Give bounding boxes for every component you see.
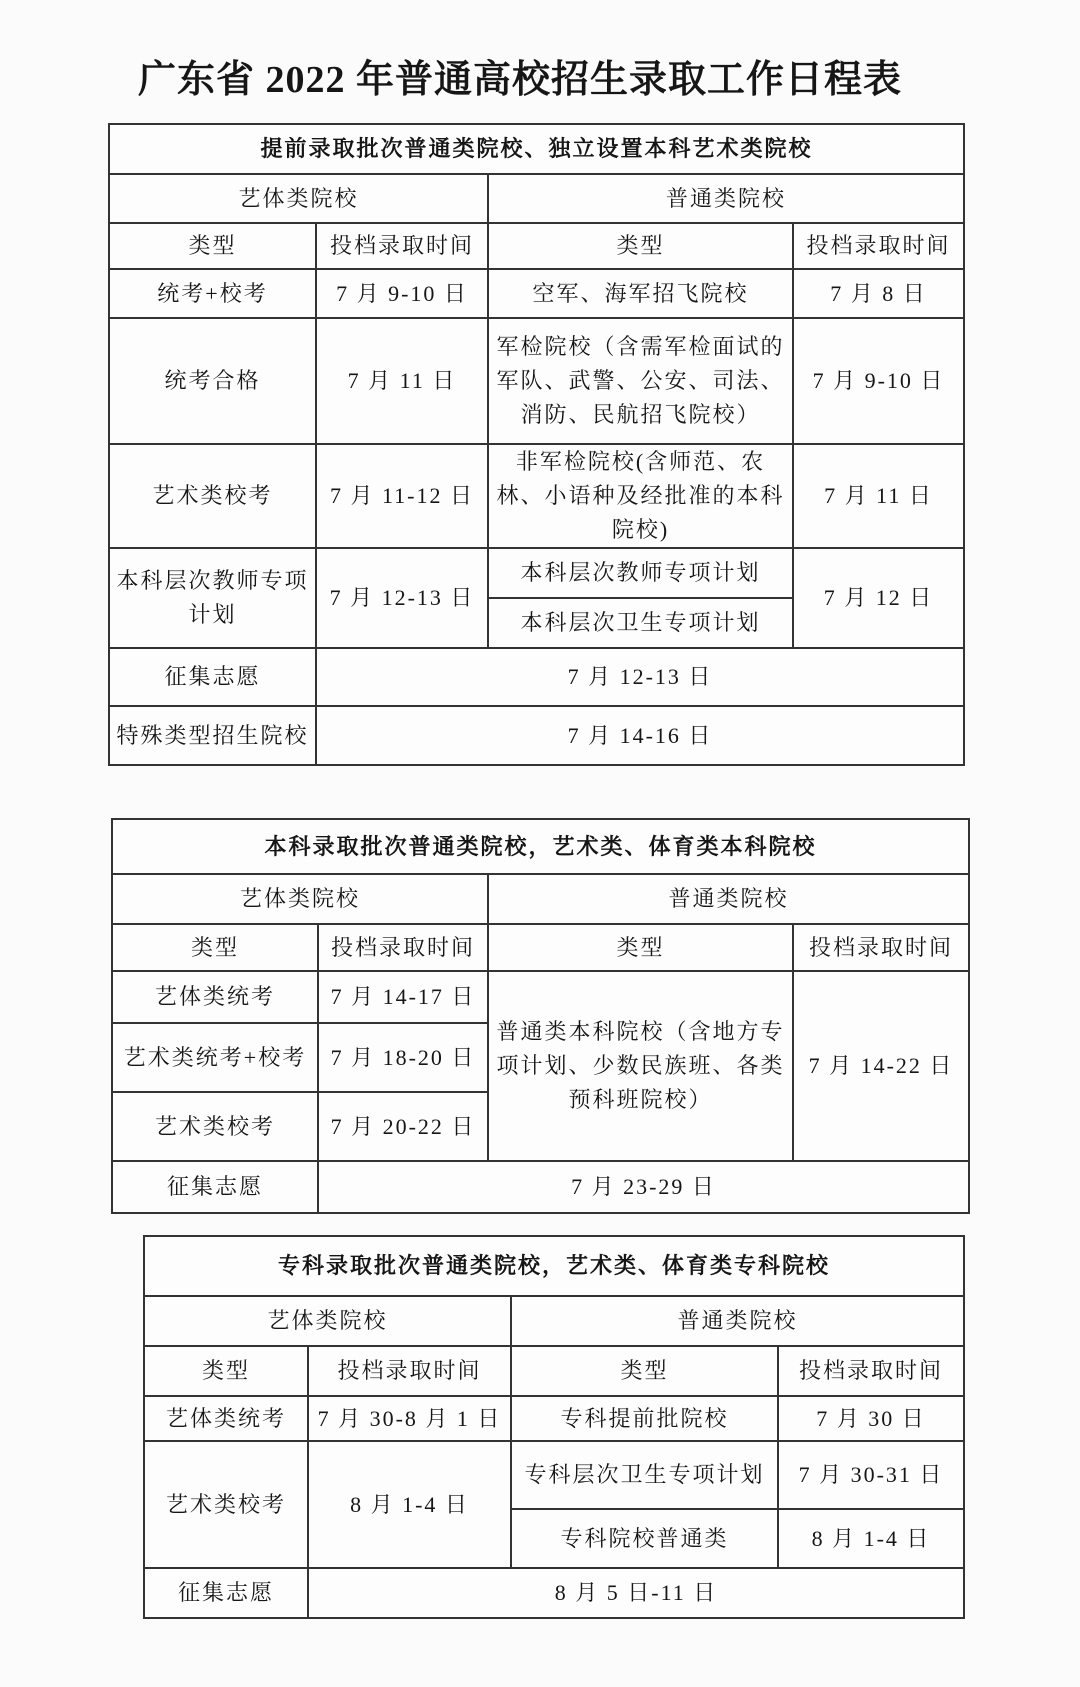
t3-header-general-group: 普通类院校 bbox=[511, 1296, 964, 1346]
t3-r2-art-time: 8 月 1-4 日 bbox=[308, 1441, 511, 1568]
t3-col-type-general: 类型 bbox=[511, 1346, 778, 1396]
t2-header-general-group: 普通类院校 bbox=[488, 874, 969, 924]
t1-r2-general-type: 军检院校（含需军检面试的军队、武警、公安、司法、消防、民航招飞院校） bbox=[488, 318, 793, 444]
t2-r3-art-type: 艺术类校考 bbox=[112, 1092, 318, 1161]
t1-header-art-group: 艺体类院校 bbox=[109, 174, 488, 223]
t2-r4-collect-label: 征集志愿 bbox=[112, 1161, 318, 1213]
t3-r2-health-plan: 专科层次卫生专项计划 bbox=[511, 1441, 778, 1509]
t3-r2-art-type: 艺术类校考 bbox=[144, 1441, 308, 1568]
t3-col-type-art: 类型 bbox=[144, 1346, 308, 1396]
t2-r1-art-time: 7 月 14-17 日 bbox=[318, 971, 488, 1023]
t1-r5-collect-time: 7 月 12-13 日 bbox=[316, 648, 964, 706]
t2-col-type-art: 类型 bbox=[112, 924, 318, 971]
t2-general-type: 普通类本科院校（含地方专项计划、少数民族班、各类预科班院校） bbox=[488, 971, 793, 1161]
early-admission-table bbox=[108, 123, 965, 766]
t1-r2-general-time: 7 月 9-10 日 bbox=[793, 318, 964, 444]
t2-col-type-general: 类型 bbox=[488, 924, 793, 971]
table3-title: 专科录取批次普通类院校，艺术类、体育类专科院校 bbox=[144, 1236, 964, 1296]
t1-r2-art-time: 7 月 11 日 bbox=[316, 318, 488, 444]
t1-r2-art-type: 统考合格 bbox=[109, 318, 316, 444]
t1-header-general-group: 普通类院校 bbox=[488, 174, 964, 223]
t2-r2-art-type: 艺术类统考+校考 bbox=[112, 1023, 318, 1092]
t1-col-time-art: 投档录取时间 bbox=[316, 223, 488, 269]
t2-r2-art-time: 7 月 18-20 日 bbox=[318, 1023, 488, 1092]
t1-r4-art-time: 7 月 12-13 日 bbox=[316, 548, 488, 648]
t1-r3-general-time: 7 月 11 日 bbox=[793, 444, 964, 548]
t1-r6-special-time: 7 月 14-16 日 bbox=[316, 706, 964, 765]
t1-r1-art-type: 统考+校考 bbox=[109, 269, 316, 318]
t2-r1-art-type: 艺体类统考 bbox=[112, 971, 318, 1023]
t2-general-time: 7 月 14-22 日 bbox=[793, 971, 969, 1161]
t1-r4-health-plan: 本科层次卫生专项计划 bbox=[488, 598, 793, 648]
page-title: 广东省 2022 年普通高校招生录取工作日程表 bbox=[137, 59, 902, 101]
table1-title: 提前录取批次普通类院校、独立设置本科艺术类院校 bbox=[109, 124, 964, 174]
t1-r4-art-type: 本科层次教师专项计划 bbox=[109, 548, 316, 648]
t2-r4-collect-time: 7 月 23-29 日 bbox=[318, 1161, 969, 1213]
t2-col-time-general: 投档录取时间 bbox=[793, 924, 969, 971]
t1-r3-general-type: 非军检院校(含师范、农林、小语种及经批准的本科院校) bbox=[488, 444, 793, 548]
t3-r2-health-time: 7 月 30-31 日 bbox=[778, 1441, 964, 1509]
t3-r4-collect-label: 征集志愿 bbox=[144, 1568, 308, 1618]
t1-col-time-general: 投档录取时间 bbox=[793, 223, 964, 269]
t1-col-type-art: 类型 bbox=[109, 223, 316, 269]
t1-r4-general-time: 7 月 12 日 bbox=[793, 548, 964, 648]
t3-r1-general-type: 专科提前批院校 bbox=[511, 1396, 778, 1441]
t2-col-time-art: 投档录取时间 bbox=[318, 924, 488, 971]
t3-r1-general-time: 7 月 30 日 bbox=[778, 1396, 964, 1441]
junior-college-batch-table bbox=[143, 1235, 965, 1619]
t3-r3-general-time: 8 月 1-4 日 bbox=[778, 1509, 964, 1568]
table2-title: 本科录取批次普通类院校，艺术类、体育类本科院校 bbox=[112, 819, 969, 874]
t3-r4-collect-time: 8 月 5 日-11 日 bbox=[308, 1568, 964, 1618]
t3-header-art-group: 艺体类院校 bbox=[144, 1296, 511, 1346]
t1-r1-general-type: 空军、海军招飞院校 bbox=[488, 269, 793, 318]
t2-header-art-group: 艺体类院校 bbox=[112, 874, 488, 924]
t2-r3-art-time: 7 月 20-22 日 bbox=[318, 1092, 488, 1161]
t1-r4-teacher-plan: 本科层次教师专项计划 bbox=[488, 548, 793, 598]
t1-r3-art-type: 艺术类校考 bbox=[109, 444, 316, 548]
t3-r1-art-type: 艺体类统考 bbox=[144, 1396, 308, 1441]
t3-col-time-art: 投档录取时间 bbox=[308, 1346, 511, 1396]
t3-r3-general-type: 专科院校普通类 bbox=[511, 1509, 778, 1568]
t1-col-type-general: 类型 bbox=[488, 223, 793, 269]
t1-r5-collect-label: 征集志愿 bbox=[109, 648, 316, 706]
undergraduate-batch-table bbox=[111, 818, 970, 1214]
t1-r1-art-time: 7 月 9-10 日 bbox=[316, 269, 488, 318]
t1-r3-art-time: 7 月 11-12 日 bbox=[316, 444, 488, 548]
t3-col-time-general: 投档录取时间 bbox=[778, 1346, 964, 1396]
t1-r6-special-label: 特殊类型招生院校 bbox=[109, 706, 316, 765]
t1-r1-general-time: 7 月 8 日 bbox=[793, 269, 964, 318]
t3-r1-art-time: 7 月 30-8 月 1 日 bbox=[308, 1396, 511, 1441]
